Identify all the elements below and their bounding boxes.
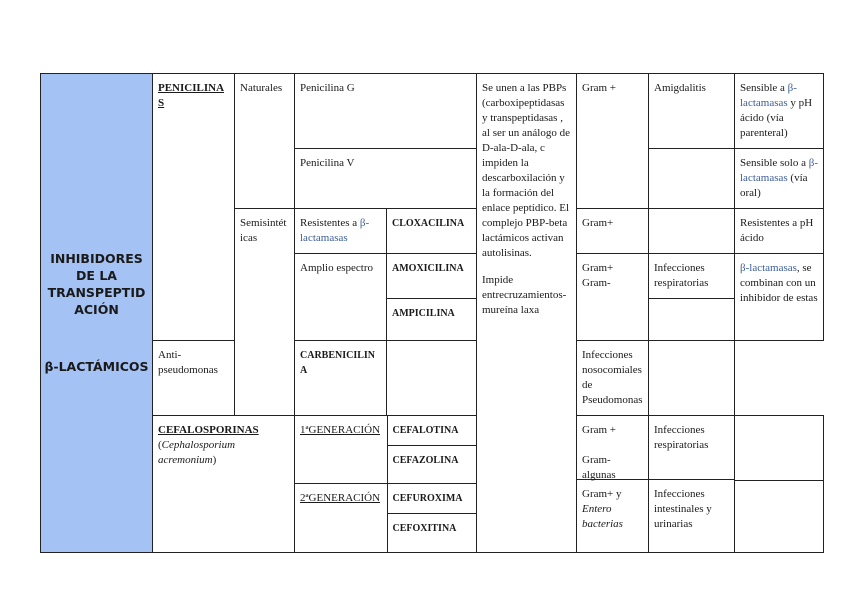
gram-cell-4 [577,416,648,480]
note-4a: β-lactamasas [740,262,797,274]
infection-resp-2: Infecciones respiratorias [654,424,709,451]
gram-cell-3 [577,254,649,341]
note-2b: β-lactamasas [740,157,819,184]
cloxacilina-cell [387,209,477,254]
amplio-espectro-cell [295,254,387,341]
cefalosporinas-cell: CEFALOSPORINAS (Cephalosporium acremonium) [153,416,295,553]
gen2-label: 2ªGENERACIÓN [300,492,381,504]
gram-cell-5 [577,480,648,539]
note-cell-3 [735,209,824,254]
infection-block-ceph [649,416,735,553]
cefalotina-cell [387,416,477,446]
cefalosporinas-source: Cephalosporium acremonium [158,439,236,466]
infection-resp-1: Infecciones respiratorias [654,262,709,289]
empty-cell [649,299,735,341]
naturales-cell [235,74,295,209]
title-line2: β-LACTÁMICOS [44,359,149,375]
cefazolina-cell [387,446,477,484]
infection-noso: Infecciones nosocomiales de Pseudomonas [582,349,643,406]
note-2a: Sensible solo a [740,157,806,169]
empty-cell [649,209,735,254]
gram-3b: Gram- [582,277,611,289]
gram-1: Gram + [582,82,616,94]
semisinteticas-cell [235,209,295,416]
note-4b: , se combinan con un inhibidor de estas [740,262,818,304]
gen1-cell [295,416,387,484]
carbenicilina: CARBENICILINA [300,350,376,376]
cefalotina: CEFALOTINA [392,425,459,436]
gram-block-ceph [577,416,649,553]
note-1a: Sensible a [740,82,785,94]
penicilina-g: Penicilina G [300,82,355,94]
beta-lactam-table [40,73,824,553]
amoxicilina: AMOXICILINA [392,263,464,274]
anti-pseudomonas: Anti-pseudomonas [158,349,218,376]
gram-cell-1 [577,74,649,209]
resistentes-prefix: Resistentes a [300,217,358,229]
infection-resp-1-cell [649,254,735,299]
cefazolina: CEFAZOLINA [392,455,459,466]
ampicilina: AMPICILINA [392,308,455,319]
ampicilina-cell [387,299,477,341]
note-cell-1 [735,74,824,149]
cloxacilina: CLOXACILINA [392,218,465,229]
semisinteticas-label: Semisintéticas [240,217,287,244]
naturales-label: Naturales [240,82,283,94]
gram-4a: Gram + [582,424,616,436]
empty-cell [649,341,735,416]
penicilinas-label: PENICILINAS [158,82,225,109]
main-title [41,74,153,553]
infection-resp-2-cell [649,416,734,480]
note-cell-2 [735,149,824,209]
cefuroxima: CEFUROXIMA [392,493,463,504]
amplio-espectro: Amplio espectro [300,262,374,274]
note-block-ceph [735,416,824,553]
cefoxitina-cell [387,514,477,552]
title-line1: INHIBIDORES DE LA TRANSPEPTIDACIÓN [47,251,146,318]
empty-cell [735,416,823,481]
mechanism-cell [477,74,577,553]
gram-2: Gram+ [582,217,614,229]
gram-5b: Entero bacterias [582,503,623,530]
note-2c: (vía oral) [740,172,808,199]
infection-noso-cell [577,341,649,416]
infection-amigdalitis: Amigdalitis [654,82,706,94]
infection-intest-cell [649,480,734,539]
note-1c: y pH ácido (vía parenteral) [740,97,813,139]
cefalosporinas-gen-block [295,416,477,553]
gram-3a: Gram+ [582,262,614,274]
empty-cell [649,149,735,209]
amoxicilina-cell [387,254,477,299]
penicilina-g-cell [295,74,477,149]
penicilinas-cell [153,74,235,341]
cefalosporinas-label: CEFALOSPORINAS [158,424,259,436]
anti-pseudomonas-cell [153,341,235,416]
resistentes-cell [295,209,387,254]
carbenicilina-cell [295,341,387,416]
penicilina-v-cell [295,149,477,209]
gram-cell-2 [577,209,649,254]
gram-4b: Gram-algunas [582,454,616,481]
cefuroxima-cell [387,484,477,514]
mechanism-text: Se unen a las PBPs (carboxipeptidasas y transpeptidasas , al ser un análogo de D-ala-D-ala, c impiden la descarboxilación y la formación del enlace peptídico. El complejo PBP-beta lactámicos activan autolisinas. [482,82,570,259]
gen1-label: 1ªGENERACIÓN [300,424,381,436]
infection-amigdalitis-cell [649,74,735,149]
cefoxitina: CEFOXITINA [392,523,457,534]
gen2-cell [295,484,387,552]
note-3: Resistentes a pH ácido [740,217,814,244]
gen-table [295,416,477,552]
penicilina-v: Penicilina V [300,157,355,169]
empty-cell [387,341,477,416]
resistentes-blue: β-lactamasas [300,217,370,244]
note-1b: β-lactamasas [740,82,797,109]
mechanism-text-2: Impide entrecruzamientos- mureína laxa [482,274,567,316]
infection-intest: Infecciones intestinales y urinarias [654,488,712,530]
note-cell-4 [735,254,824,341]
gram-5a: Gram+ y [582,488,622,500]
